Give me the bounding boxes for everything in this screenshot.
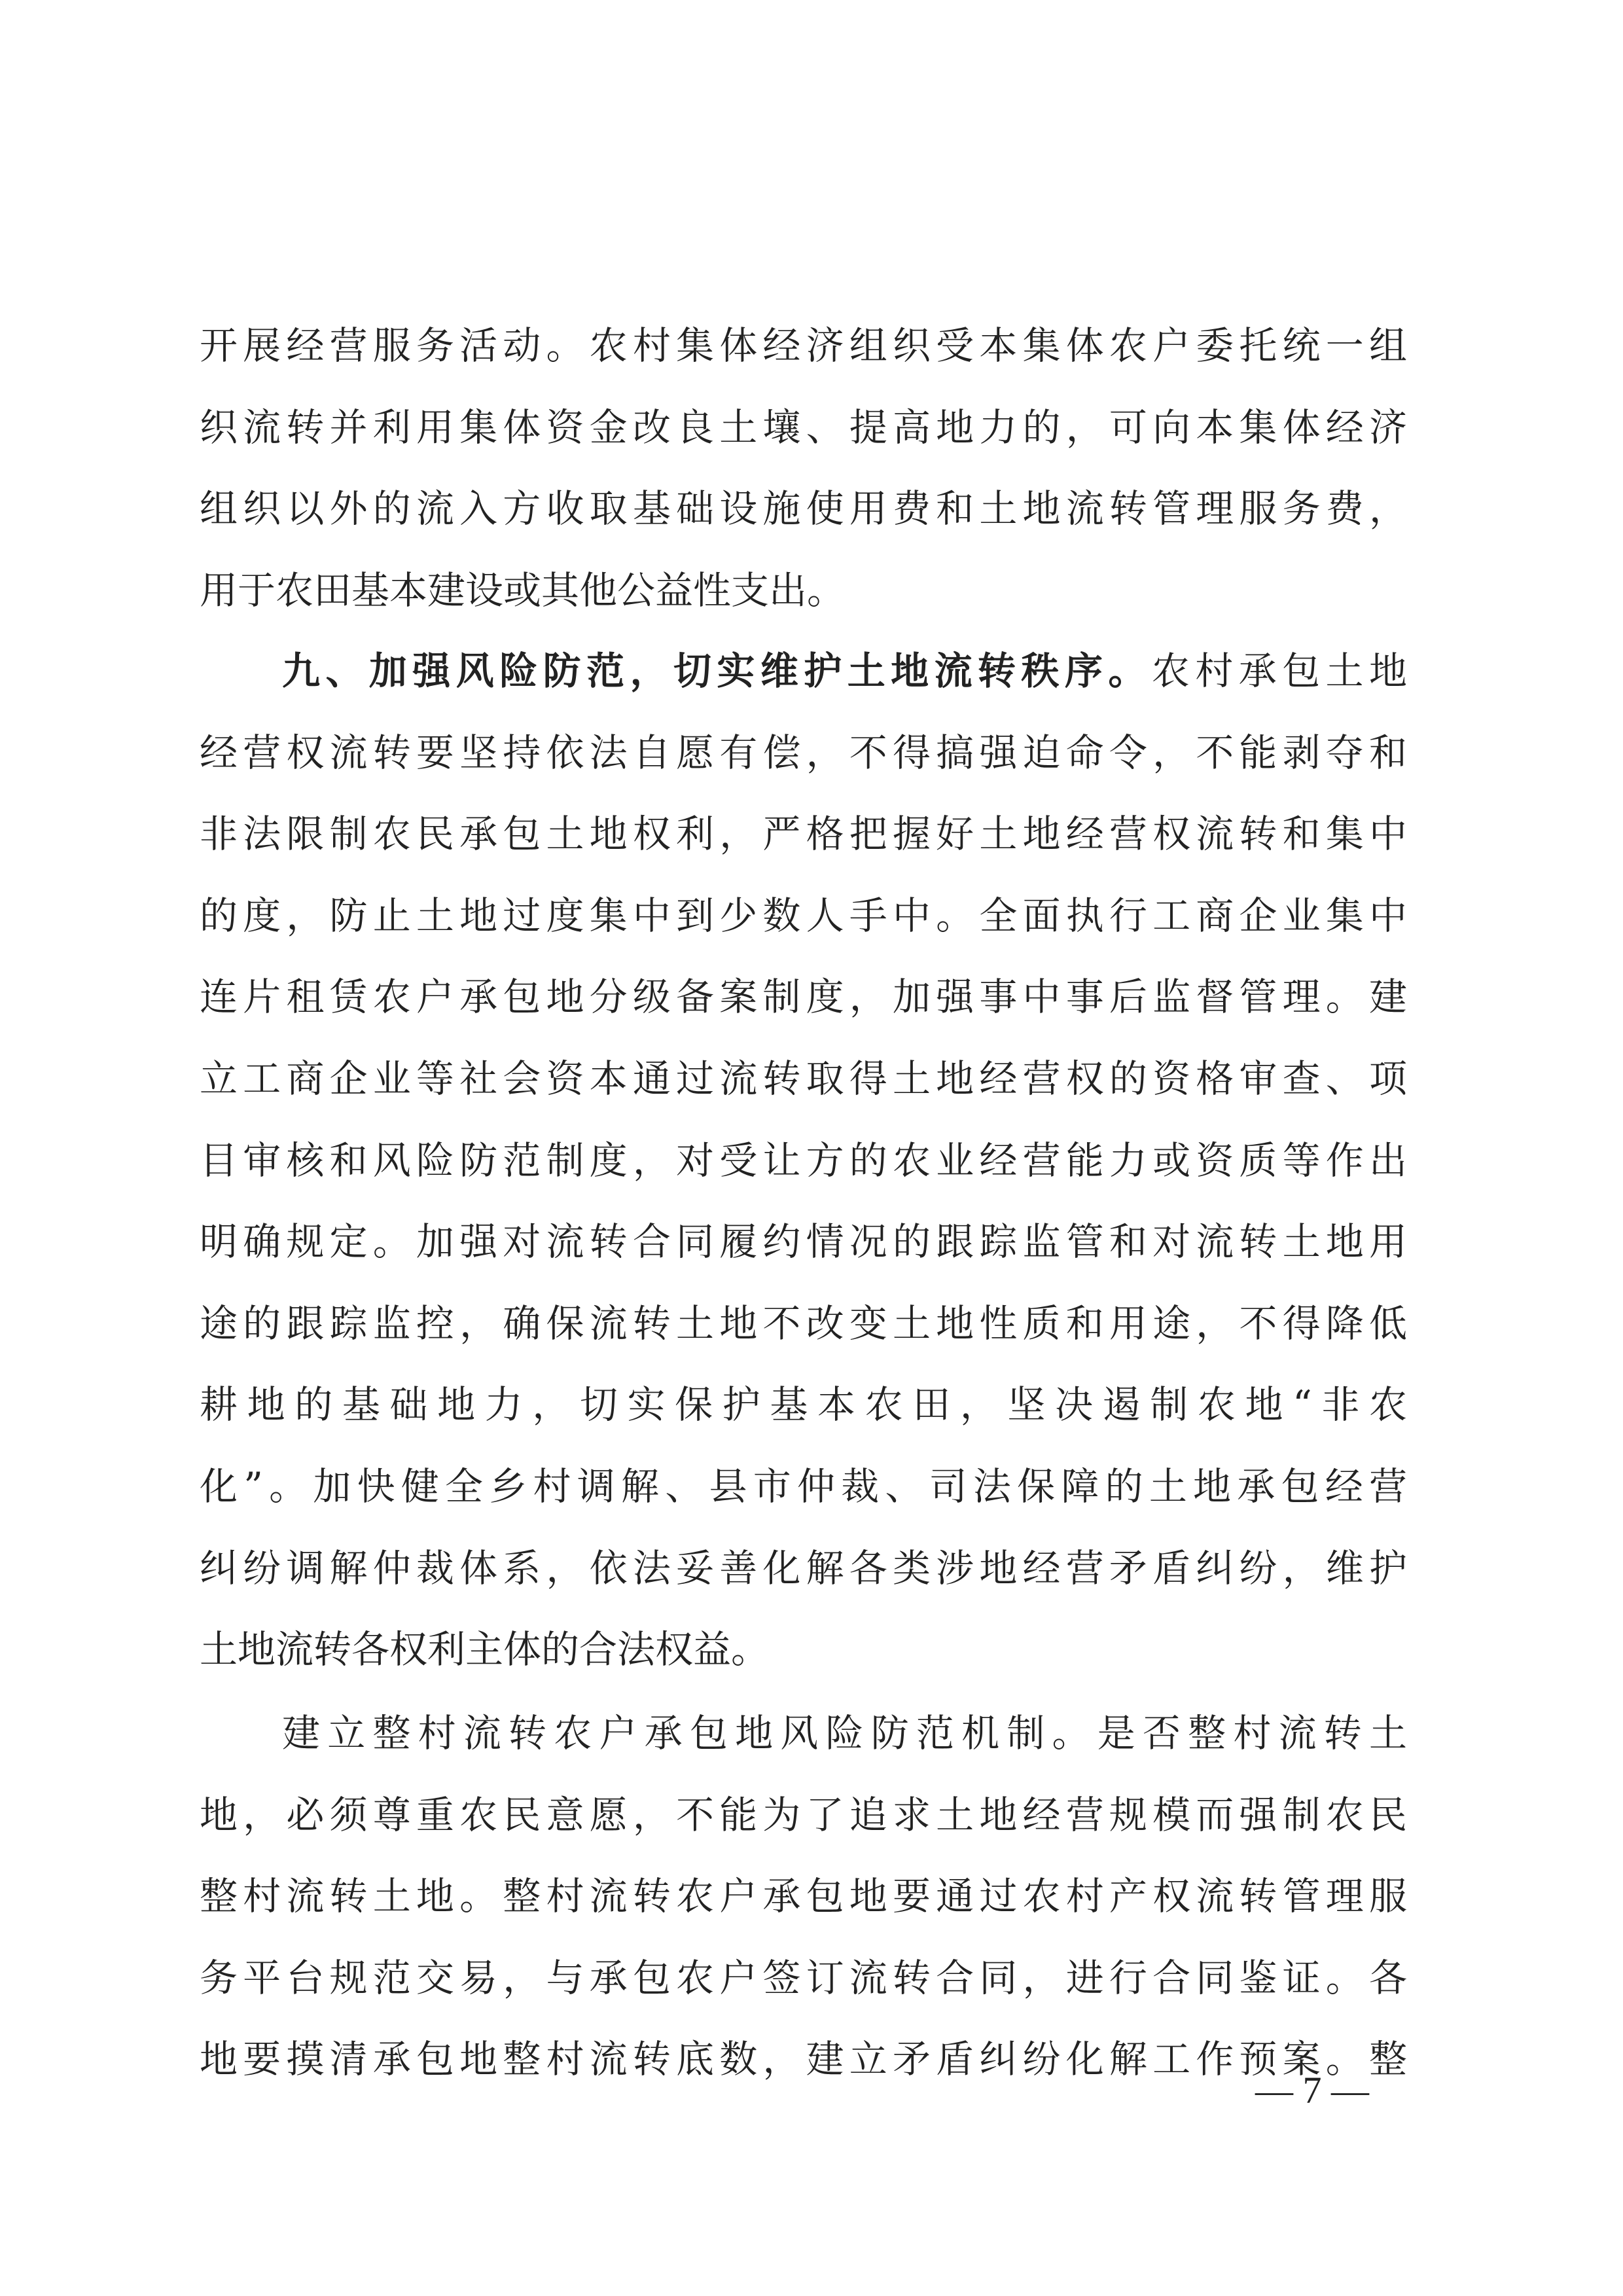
paragraph-line: 用于农田基本建设或其他公益性支出。: [200, 567, 846, 613]
paragraph-line: 明确规定。加强对流转合同履约情况的跟踪监管和对流转土地用: [200, 1219, 1407, 1265]
paragraph-line: 连片租赁农户承包地分级备案制度，加强事中事后监督管理。建: [200, 975, 1407, 1020]
paragraph-first-line: [200, 630, 1407, 712]
paragraph-line: 化”。加快健全乡村调解、县市仲裁、司法保障的土地承包经营: [200, 1463, 1407, 1509]
page-number: — 7 —: [1255, 2069, 1369, 2111]
paragraph-line: 织流转并利用集体资金改良土壤、提高地力的，可向本集体经济: [200, 404, 1407, 450]
paragraph-3: [200, 1693, 1407, 2100]
paragraph-line: 经营权流转要坚持依法自愿有偿，不得搞强迫命令，不能剥夺和: [200, 730, 1407, 775]
paragraph-2: [200, 630, 1407, 1691]
paragraph-line: 立工商企业等社会资本通过流转取得土地经营权的资格审查、项: [200, 1056, 1407, 1101]
paragraph-line: 开展经营服务活动。农村集体经济组织受本集体农户委托统一组: [200, 323, 1407, 368]
paragraph-line: 的度，防止土地过度集中到少数人手中。全面执行工商企业集中: [200, 893, 1407, 938]
paragraph-line: 途的跟踪监控，确保流转土地不改变土地性质和用途，不得降低: [200, 1300, 1407, 1346]
paragraph-text: 农村承包土地: [1151, 649, 1407, 693]
paragraph-line: 非法限制农民承包土地权利，严格把握好土地经营权流转和集中: [200, 812, 1407, 857]
paragraph-line: 纠纷调解仲裁体系，依法妥善化解各类涉地经营矛盾纠纷，维护: [200, 1545, 1407, 1590]
paragraph-1: [200, 305, 1407, 631]
paragraph-line: 土地流转各权利主体的合法权益。: [200, 1627, 770, 1672]
section-heading: 九、加强风险防范，切实维护土地流转秩序。: [282, 649, 1152, 693]
paragraph-line: 务平台规范交易，与承包农户签订流转合同，进行合同鉴证。各: [200, 1955, 1407, 2000]
paragraph-line: 组织以外的流入方收取基础设施使用费和土地流转管理服务费，: [200, 486, 1407, 531]
paragraph-line: 耕地的基础地力，切实保护基本农田，坚决遏制农地“非农: [200, 1382, 1407, 1427]
paragraph-line: 地，必须尊重农民意愿，不能为了追求土地经营规模而强制农民: [200, 1792, 1407, 1837]
paragraph-line: 目审核和风险防范制度，对受让方的农业经营能力或资质等作出: [200, 1138, 1407, 1183]
paragraph-first-line: 建立整村流转农户承包地风险防范机制。是否整村流转土: [282, 1711, 1407, 1755]
paragraph-line: 地要摸清承包地整村流转底数，建立矛盾纠纷化解工作预案。整: [200, 2037, 1407, 2082]
paragraph-line: 整村流转土地。整村流转农户承包地要通过农村产权流转管理服: [200, 1874, 1407, 1919]
